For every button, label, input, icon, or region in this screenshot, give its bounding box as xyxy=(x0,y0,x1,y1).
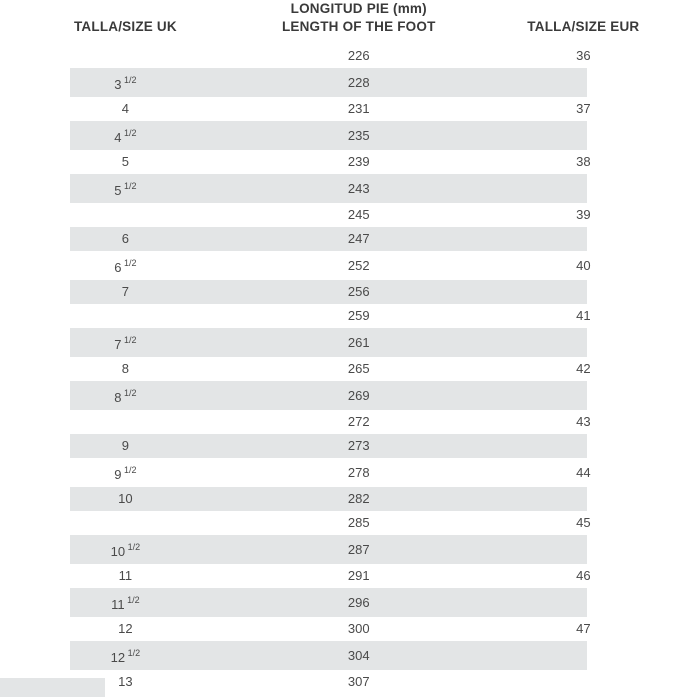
cell-size-eur: 38 xyxy=(576,154,591,170)
table-row xyxy=(0,174,700,203)
size-uk-fraction: 1/2 xyxy=(121,258,137,269)
table-row xyxy=(0,617,700,641)
size-uk-fraction: 1/2 xyxy=(121,335,137,346)
cell-foot-length-mm: 278 xyxy=(347,464,370,480)
size-uk-fraction: 1/2 xyxy=(121,388,137,399)
cell-foot-length-mm: 235 xyxy=(251,121,467,150)
size-uk-fraction: 1/2 xyxy=(121,128,137,139)
cell-size-eur: 46 xyxy=(576,568,591,584)
size-uk-value: 5 xyxy=(114,183,122,199)
cell-size-uk xyxy=(0,381,251,410)
size-uk-value: 11 xyxy=(118,568,133,584)
cell-foot-length-mm: 291 xyxy=(347,568,370,584)
cell-size-uk xyxy=(0,227,251,251)
size-uk-value: 5 xyxy=(121,154,130,170)
cell-size-uk xyxy=(0,487,251,511)
size-uk-value: 10 xyxy=(110,544,126,560)
cell-size-eur: 40 xyxy=(576,257,591,273)
cell-foot-length-mm: 269 xyxy=(251,381,467,410)
size-uk-fraction: 1/2 xyxy=(125,542,141,553)
table-row xyxy=(0,68,700,97)
size-uk-value: 8 xyxy=(121,361,130,377)
column-header-uk-label: TALLA/SIZE UK xyxy=(73,19,177,35)
cell-foot-length-mm: 307 xyxy=(347,674,370,690)
table-row xyxy=(0,564,700,588)
cell-size-uk xyxy=(0,328,251,357)
table-row xyxy=(0,150,700,174)
size-uk-value: 4 xyxy=(114,130,122,146)
cell-size-uk xyxy=(0,410,251,434)
cell-foot-length-mm: 272 xyxy=(347,414,370,430)
table-row xyxy=(0,487,700,511)
cell-size-eur xyxy=(467,280,700,304)
table-header-row xyxy=(0,0,700,44)
cell-size-uk xyxy=(0,357,251,381)
table-row xyxy=(0,588,700,617)
cell-foot-length-mm: 231 xyxy=(347,101,370,117)
column-header-eur-label: TALLA/SIZE EUR xyxy=(527,19,640,35)
table-row xyxy=(0,641,700,670)
size-uk-fraction: 1/2 xyxy=(121,181,137,192)
cell-size-uk xyxy=(0,174,251,203)
table-row xyxy=(0,203,700,227)
cell-size-uk xyxy=(0,280,251,304)
cell-foot-length-mm: 287 xyxy=(251,535,467,564)
cell-size-eur xyxy=(467,670,700,694)
cell-size-eur xyxy=(467,328,700,357)
cell-size-eur xyxy=(467,174,700,203)
table-row xyxy=(0,304,700,328)
cell-foot-length-mm: 296 xyxy=(251,588,467,617)
size-uk-value: 13 xyxy=(118,674,133,690)
cell-foot-length-mm: 245 xyxy=(347,207,370,223)
size-uk-value: 7 xyxy=(114,337,122,353)
size-uk-value: 9 xyxy=(121,438,130,454)
cell-size-uk xyxy=(0,203,251,227)
size-uk-fraction: 1/2 xyxy=(125,648,141,659)
cell-size-uk xyxy=(0,458,251,487)
size-uk-value: 7 xyxy=(121,284,130,300)
size-uk-value: 10 xyxy=(118,491,133,507)
cell-size-uk xyxy=(0,150,251,174)
table-row xyxy=(0,121,700,150)
cell-size-uk xyxy=(0,251,251,280)
table-row xyxy=(0,280,700,304)
cell-size-eur: 41 xyxy=(576,308,591,324)
table-row xyxy=(0,357,700,381)
table-row xyxy=(0,670,700,694)
size-uk-fraction: 1/2 xyxy=(121,75,137,86)
cell-size-eur xyxy=(467,381,700,410)
cell-foot-length-mm: 239 xyxy=(347,154,370,170)
cell-foot-length-mm: 226 xyxy=(347,48,370,64)
cell-size-uk xyxy=(0,97,251,121)
header-spacer xyxy=(467,1,700,18)
size-uk-value: 11 xyxy=(111,597,125,613)
table-row xyxy=(0,458,700,487)
table-row xyxy=(0,511,700,535)
cell-foot-length-mm: 273 xyxy=(251,434,467,458)
cell-foot-length-mm: 285 xyxy=(347,515,370,531)
cell-size-eur xyxy=(467,535,700,564)
cell-foot-length-mm: 256 xyxy=(251,280,467,304)
header-spacer xyxy=(0,1,251,18)
size-uk-value: 12 xyxy=(118,621,133,637)
cell-size-uk xyxy=(0,511,251,535)
cell-size-eur: 42 xyxy=(576,361,591,377)
cell-size-eur xyxy=(467,121,700,150)
table-row xyxy=(0,410,700,434)
table-row xyxy=(0,434,700,458)
cell-foot-length-mm: 243 xyxy=(251,174,467,203)
cell-size-uk xyxy=(0,564,251,588)
cell-size-uk xyxy=(0,617,251,641)
cell-foot-length-mm: 259 xyxy=(347,308,370,324)
cell-foot-length-mm: 261 xyxy=(251,328,467,357)
table-row xyxy=(0,535,700,564)
cell-size-uk xyxy=(0,121,251,150)
cell-size-eur: 43 xyxy=(576,414,591,430)
cell-foot-length-mm: 228 xyxy=(251,68,467,97)
cell-size-eur xyxy=(467,588,700,617)
size-uk-fraction: 1/2 xyxy=(124,595,140,606)
cell-size-eur: 44 xyxy=(576,464,591,480)
cell-foot-length-mm: 304 xyxy=(251,641,467,670)
table-row xyxy=(0,227,700,251)
cell-foot-length-mm: 265 xyxy=(347,361,370,377)
cell-foot-length-mm: 252 xyxy=(347,257,370,273)
size-uk-value: 8 xyxy=(114,390,122,406)
cell-size-eur xyxy=(467,641,700,670)
cell-size-eur xyxy=(467,487,700,511)
size-uk-value: 12 xyxy=(110,650,126,666)
table-row xyxy=(0,328,700,357)
table-row xyxy=(0,381,700,410)
cell-size-eur: 45 xyxy=(576,515,591,531)
cell-foot-length-mm: 247 xyxy=(251,227,467,251)
cell-foot-length-mm: 282 xyxy=(251,487,467,511)
cell-size-eur: 37 xyxy=(576,101,591,117)
cell-size-eur xyxy=(467,434,700,458)
table-header xyxy=(0,0,700,44)
cell-size-eur xyxy=(467,68,700,97)
table-body xyxy=(0,44,700,694)
size-uk-value: 6 xyxy=(121,231,130,247)
size-uk-value: 6 xyxy=(114,260,122,276)
column-header-eur xyxy=(467,0,700,44)
column-header-uk xyxy=(0,0,251,44)
cell-foot-length-mm: 300 xyxy=(347,621,370,637)
table-row xyxy=(0,44,700,68)
cell-size-uk xyxy=(0,535,251,564)
cell-size-eur: 39 xyxy=(576,207,591,223)
column-header-length xyxy=(251,0,467,44)
size-uk-value: 4 xyxy=(121,101,130,117)
cell-size-uk xyxy=(0,641,251,670)
cell-size-uk xyxy=(0,434,251,458)
cell-size-uk xyxy=(0,588,251,617)
cell-size-uk xyxy=(0,304,251,328)
column-header-length-line2: LENGTH OF THE FOOT xyxy=(281,19,436,35)
size-uk-value: 3 xyxy=(114,77,122,93)
table-row xyxy=(0,251,700,280)
size-uk-fraction: 1/2 xyxy=(121,465,137,476)
cell-size-uk xyxy=(0,44,251,68)
size-uk-value: 9 xyxy=(114,467,122,483)
cell-size-uk xyxy=(0,68,251,97)
cell-size-eur: 47 xyxy=(576,621,591,637)
cell-size-eur: 36 xyxy=(576,48,591,64)
column-header-length-line1: LONGITUD PIE (mm) xyxy=(290,1,427,16)
cell-size-eur xyxy=(467,227,700,251)
table-row xyxy=(0,97,700,121)
